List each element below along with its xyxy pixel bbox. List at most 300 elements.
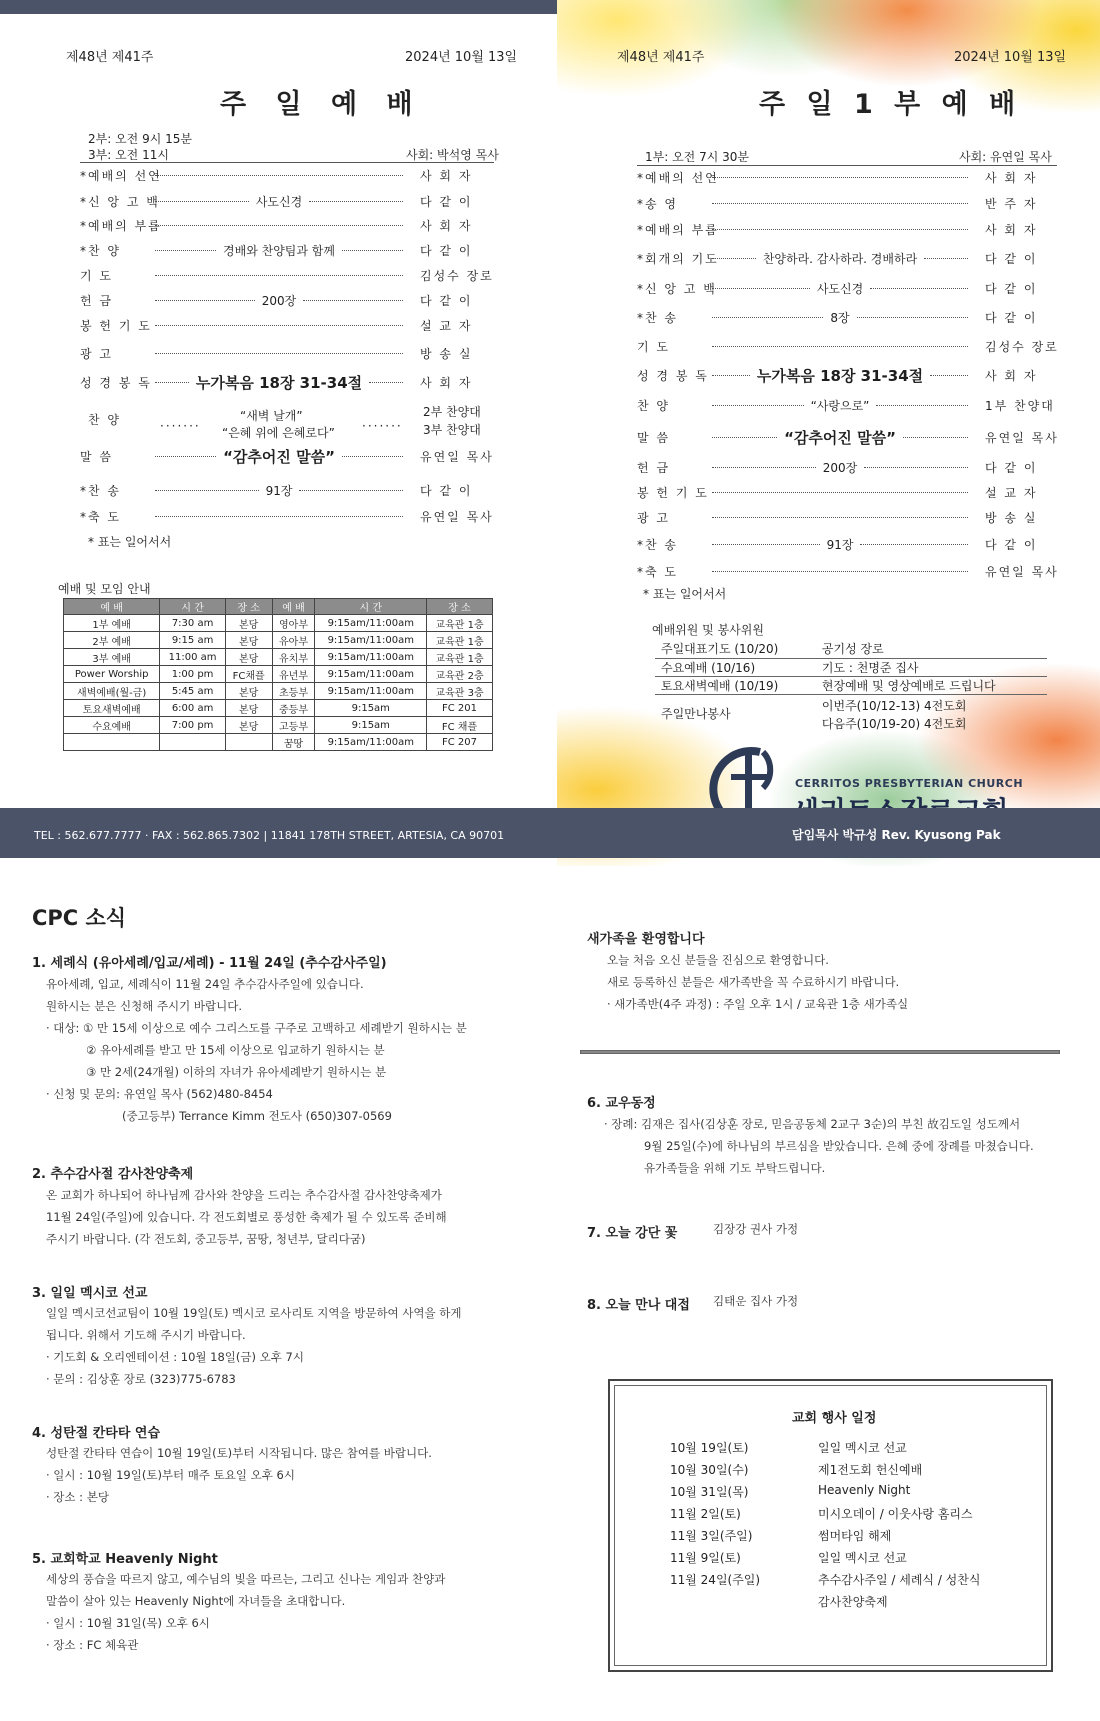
- schedule-cell: 수요예배: [64, 717, 160, 734]
- dotted-leader: [299, 490, 403, 491]
- service-title: 주 일 1 부 예 배: [759, 89, 1022, 120]
- news-section-body: [46, 1442, 432, 1508]
- dotted-leader: [155, 516, 403, 517]
- news-section-body: [46, 973, 467, 1127]
- news-line: 11월 24일(주일)에 있습니다. 각 전도회별로 풍성한 축제가 될 수 있도록 준비해: [46, 1210, 447, 1224]
- event-name: 감사찬양축제: [818, 1595, 888, 1609]
- dotted-leader: [712, 492, 968, 493]
- order-label: *예배의 부름: [80, 218, 162, 233]
- anthem-choir: 2부 찬양대: [423, 405, 481, 419]
- order-leader: 유연일 목사: [420, 509, 494, 524]
- anthem-song: “은혜 위에 은혜로다”: [222, 426, 335, 440]
- schedule-cell: 본당: [225, 717, 272, 734]
- meal-host: 김태운 집사 가정: [713, 1294, 799, 1308]
- order-row: [80, 316, 492, 334]
- news-line: ② 유아세례를 받고 만 15세 이상으로 입교하기 원하시는 분: [86, 1043, 385, 1057]
- event-date: 10월 19일(토): [670, 1441, 749, 1455]
- contact-footer: TEL : 562.677.7777 · FAX : 562.865.7302 | 11841 178TH STREET, ARTESIA, CA 90701: [0, 808, 557, 858]
- dotted-leader: [342, 250, 403, 251]
- order-label: *찬 송: [637, 310, 678, 325]
- order-label: *신 앙 고 백: [637, 281, 717, 296]
- news-line: · 새가족반(4주 과정) : 주일 오후 1시 / 교육관 1층 새가족실: [607, 997, 909, 1011]
- schedule-cell: 5:45 am: [160, 683, 226, 700]
- schedule-cell: 7:00 pm: [160, 717, 226, 734]
- schedule-cell: 본당: [225, 615, 272, 632]
- order-leader: 유연일 목사: [985, 430, 1059, 445]
- order-label: *신 앙 고 백: [80, 194, 160, 209]
- order-leader: 1부 찬양대: [985, 398, 1055, 413]
- logo-english: CERRITOS PRESBYTERIAN CHURCH: [795, 777, 1024, 790]
- standing-note: * 표는 일어서서: [88, 535, 172, 549]
- news-line: 새로 등록하신 분들은 새가족반을 꼭 수료하시기 바랍니다.: [607, 975, 900, 989]
- news-line: · 장소 : FC 체육관: [46, 1638, 139, 1652]
- news-line: · 기도회 & 오리엔테이션 : 10월 18일(금) 오후 7시: [46, 1350, 304, 1364]
- year-week: 제48년 제41주: [617, 50, 705, 65]
- dotted-leader: [155, 325, 403, 326]
- event-name: 제1전도회 헌신예배: [818, 1463, 923, 1477]
- schedule-cell: 초등부: [272, 683, 315, 700]
- dotted-leader: [155, 456, 216, 457]
- anthem-label: 찬 양: [88, 413, 121, 427]
- schedule-cell: 9:15am/11:00am: [315, 734, 427, 751]
- dotted-leader: [712, 203, 968, 204]
- schedule-header: 장 소: [427, 599, 493, 615]
- schedule-cell: 본당: [225, 683, 272, 700]
- news-section-heading: 1. 세례식 (유아세례/입교/세례) - 11월 24일 (추수감사주일): [32, 956, 387, 971]
- volunteer-row: [655, 640, 1047, 658]
- meal-line: 이번주(10/12-13) 4전도회: [821, 698, 967, 713]
- news-section-heading: 3. 일일 멕시코 선교: [32, 1286, 148, 1301]
- event-name: 일일 멕시코 선교: [818, 1551, 907, 1565]
- presider: 사회: 유연일 목사: [959, 150, 1052, 164]
- schedule-cell: 7:30 am: [160, 615, 226, 632]
- volunteer-cell: 수요예배 (10/16): [655, 658, 816, 676]
- news-section-body: [46, 1568, 445, 1656]
- news-line: · 일시 : 10월 19일(토)부터 매주 토요일 오후 6시: [46, 1468, 295, 1482]
- dotted-leader: [155, 300, 255, 301]
- service-time: 3부: 오전 11시: [88, 148, 169, 162]
- volunteer-cell: 토요새벽예배 (10/19): [655, 676, 816, 694]
- order-label: *예배의 선언: [637, 170, 719, 185]
- schedule-cell: 본당: [225, 649, 272, 666]
- dotted-leader: [712, 177, 968, 178]
- dotted-leader: [924, 258, 968, 259]
- order-leader: 다 같 이: [985, 281, 1038, 296]
- news-line: · 장소 : 본당: [46, 1490, 109, 1504]
- top-bar: [0, 0, 557, 14]
- schedule-cell: FC 채플: [427, 717, 493, 734]
- order-row: [80, 373, 492, 391]
- order-detail: 8장: [830, 310, 850, 325]
- dots: ·······: [362, 419, 403, 433]
- order-leader: 사 회 자: [420, 168, 473, 183]
- schedule-cell: 교육관 1층: [427, 615, 493, 632]
- event-date: 11월 9일(토): [670, 1551, 741, 1565]
- news-line: · 신청 및 문의: 유연일 목사 (562)480-8454: [46, 1087, 273, 1101]
- order-row: [80, 447, 492, 465]
- order-label: 헌 금: [80, 293, 113, 308]
- volunteers-title: 예배위원 및 봉사위원: [652, 623, 764, 637]
- order-leader: 다 같 이: [420, 293, 473, 308]
- order-label: 기 도: [80, 268, 113, 283]
- news-line: ③ 만 2세(24개월) 이하의 자녀가 유아세례받기 원하시는 분: [86, 1065, 387, 1079]
- schedule-cell: 9:15am/11:00am: [315, 649, 427, 666]
- schedule-cell: [225, 734, 272, 751]
- order-row: [80, 291, 492, 309]
- schedule-cell: 새벽예배(월-금): [64, 683, 160, 700]
- order-label: 찬 양: [637, 398, 670, 413]
- news-line: 유아세례, 입교, 세례식이 11월 24일 추수감사주일에 있습니다.: [46, 977, 364, 991]
- dotted-leader: [155, 275, 403, 276]
- order-row: [80, 216, 492, 234]
- order-row: [637, 483, 1057, 501]
- news-line: · 문의 : 김상훈 장로 (323)775-6783: [46, 1372, 236, 1386]
- order-detail: “사랑으로”: [810, 398, 870, 413]
- schedule-title: 예배 및 모임 안내: [58, 582, 151, 596]
- schedule-header: 시 간: [315, 599, 427, 615]
- dotted-leader: [712, 317, 823, 318]
- schedule-cell: 6:00 am: [160, 700, 226, 717]
- dotted-leader: [864, 467, 968, 468]
- order-leader: 사 회 자: [420, 218, 473, 233]
- schedule-cell: 9:15am/11:00am: [315, 632, 427, 649]
- order-label: 봉 헌 기 도: [637, 485, 709, 500]
- schedule-cell: 중등부: [272, 700, 315, 717]
- news-line: 일일 멕시코선교팀이 10월 19일(토) 멕시코 로사리토 지역을 방문하여 사역을 하게: [46, 1306, 462, 1320]
- standing-note: * 표는 일어서서: [643, 587, 727, 601]
- news-section-body: [604, 1113, 1034, 1179]
- news-line: 성탄절 칸타타 연습이 10월 19일(토)부터 시작됩니다. 많은 참여를 바랍니다.: [46, 1446, 432, 1460]
- news-section-heading: 새가족을 환영합니다: [587, 932, 705, 947]
- dotted-leader: [712, 346, 968, 347]
- schedule-cell: 9:15 am: [160, 632, 226, 649]
- order-label: *송 영: [637, 196, 678, 211]
- pastor-name: 담임목사 박규성 Rev. Kyusong Pak: [792, 828, 1001, 842]
- schedule-cell: 1:00 pm: [160, 666, 226, 683]
- dotted-leader: [155, 250, 216, 251]
- order-label: *찬 송: [80, 483, 121, 498]
- news-line: (중고등부) Terrance Kimm 전도사 (650)307-0569: [122, 1109, 392, 1123]
- news-line: 오늘 처음 오신 분들을 진심으로 환영합니다.: [607, 953, 829, 967]
- schedule-cell: 11:00 am: [160, 649, 226, 666]
- order-leader: 유연일 목사: [985, 564, 1059, 579]
- schedule-cell: 9:15am: [315, 700, 427, 717]
- schedule-cell: 영아부: [272, 615, 315, 632]
- dotted-leader: [712, 437, 777, 438]
- events-box: [608, 1379, 1053, 1672]
- order-leader: 사 회 자: [420, 375, 473, 390]
- order-detail: 사도신경: [816, 281, 864, 296]
- order-detail: 사도신경: [255, 194, 303, 209]
- volunteer-cell: 공기성 장로: [816, 640, 1047, 658]
- news-section-heading: 5. 교회학교 Heavenly Night: [32, 1552, 218, 1567]
- news-line: 됩니다. 위해서 기도해 주시기 바랍니다.: [46, 1328, 246, 1342]
- section-divider: [580, 1050, 1060, 1054]
- order-label: 봉 헌 기 도: [80, 318, 152, 333]
- news-section-heading: 8. 오늘 만나 대접: [587, 1298, 690, 1313]
- event-name: Heavenly Night: [818, 1483, 911, 1497]
- order-detail: “감추어진 말씀”: [223, 447, 335, 466]
- order-row: [637, 428, 1057, 446]
- dots: ·······: [160, 419, 201, 433]
- news-section-body: [607, 949, 908, 1015]
- schedule-row: [64, 734, 493, 751]
- dotted-leader: [155, 382, 189, 383]
- event-name: 추수감사주일 / 세례식 / 성찬식: [818, 1573, 981, 1587]
- divider: [637, 165, 1057, 166]
- news-section-body: [46, 1302, 462, 1390]
- schedule-cell: 2부 예배: [64, 632, 160, 649]
- schedule-cell: 유치부: [272, 649, 315, 666]
- order-leader: 김성수 장로: [985, 339, 1059, 354]
- schedule-cell: 교육관 1층: [427, 649, 493, 666]
- order-row: [637, 562, 1057, 580]
- order-leader: 방 송 실: [985, 510, 1038, 525]
- news-line: 세상의 풍습을 따르지 않고, 예수님의 빛을 따르는, 그리고 신나는 게임과 찬양과: [46, 1572, 446, 1586]
- order-row: [80, 507, 492, 525]
- news-section-heading: 2. 추수감사절 감사찬양축제: [32, 1167, 194, 1182]
- order-detail: 91장: [826, 537, 854, 552]
- order-leader: 다 같 이: [985, 251, 1038, 266]
- right-panel: [557, 0, 1100, 866]
- order-label: *예배의 선언: [80, 168, 162, 183]
- schedule-cell: 본당: [225, 700, 272, 717]
- event-name: 미시오데이 / 이웃사랑 홈리스: [818, 1507, 973, 1521]
- schedule-row: [64, 666, 493, 683]
- news-line: 주시기 바랍니다. (각 전도회, 중고등부, 꿈땅, 청년부, 달리다굼): [46, 1232, 366, 1246]
- event-date: 10월 30일(수): [670, 1463, 749, 1477]
- news-section-body: [46, 1184, 447, 1250]
- order-row: [637, 535, 1057, 553]
- date: 2024년 10월 13일: [405, 50, 518, 65]
- schedule-header: 예 배: [64, 599, 160, 615]
- dotted-leader: [309, 201, 403, 202]
- order-row: [637, 458, 1057, 476]
- service-time: 2부: 오전 9시 15분: [88, 132, 192, 146]
- volunteer-row: [655, 676, 1047, 694]
- dotted-leader: [155, 225, 403, 226]
- news-line: 9월 25일(수)에 하나님의 부르심을 받았습니다. 은혜 중에 장례를 마쳤습니다.: [644, 1139, 1034, 1153]
- news-section-heading: 7. 오늘 강단 꽃: [587, 1226, 678, 1241]
- event-name: 일일 멕시코 선교: [818, 1441, 907, 1455]
- meal-line: 다음주(10/19-20) 4전도회: [821, 716, 967, 731]
- order-leader: 설 교 자: [985, 485, 1038, 500]
- service-title: 주 일 예 배: [220, 89, 423, 120]
- schedule-cell: FC채플: [225, 666, 272, 683]
- order-detail: 200장: [822, 460, 858, 475]
- order-row: [637, 508, 1057, 526]
- order-row: [637, 249, 1057, 267]
- order-label: 성 경 봉 독: [637, 368, 709, 383]
- order-leader: 사 회 자: [985, 222, 1038, 237]
- event-date: 10월 31일(목): [670, 1485, 749, 1499]
- order-leader: 설 교 자: [420, 318, 473, 333]
- event-name: 썸머타임 해제: [818, 1529, 892, 1543]
- news-title: CPC 소식: [32, 906, 127, 930]
- dotted-leader: [369, 382, 403, 383]
- order-row: [637, 396, 1057, 414]
- schedule-cell: 9:15am/11:00am: [315, 666, 427, 683]
- schedule-table: [63, 598, 493, 751]
- dotted-leader: [712, 571, 968, 572]
- dotted-leader: [712, 288, 810, 289]
- date: 2024년 10월 13일: [954, 50, 1067, 65]
- order-label: *축 도: [637, 564, 678, 579]
- event-date: 11월 2일(토): [670, 1507, 741, 1521]
- schedule-cell: 교육관 2층: [427, 666, 493, 683]
- divider: [80, 162, 494, 163]
- order-leader: 김성수 장로: [420, 268, 494, 283]
- schedule-cell: 본당: [225, 632, 272, 649]
- order-row: [637, 308, 1057, 326]
- news-line: · 대상: ① 만 15세 이상으로 예수 그리스도를 구주로 고백하고 세례받기 원하시는 분: [46, 1021, 467, 1035]
- order-row: [80, 344, 492, 362]
- dotted-leader: [342, 456, 403, 457]
- order-row: [80, 241, 492, 259]
- schedule-row: [64, 615, 493, 632]
- dotted-leader: [155, 490, 259, 491]
- dotted-leader: [712, 544, 820, 545]
- order-label: 기 도: [637, 339, 670, 354]
- dotted-leader: [303, 300, 403, 301]
- dotted-leader: [712, 467, 816, 468]
- schedule-header: 장 소: [225, 599, 272, 615]
- order-leader: 유연일 목사: [420, 449, 494, 464]
- order-label: 말 씀: [80, 449, 113, 464]
- schedule-cell: Power Worship: [64, 666, 160, 683]
- order-row: [80, 481, 492, 499]
- schedule-cell: 9:15am/11:00am: [315, 683, 427, 700]
- order-detail: “감추어진 말씀”: [784, 428, 896, 447]
- schedule-cell: [160, 734, 226, 751]
- order-detail: 경배와 찬양팀과 함께: [223, 243, 335, 258]
- anthem-song: “새벽 날개”: [240, 409, 303, 423]
- order-leader: 반 주 자: [985, 196, 1038, 211]
- order-label: *찬 송: [637, 537, 678, 552]
- order-label: 광 고: [80, 346, 113, 361]
- schedule-cell: 꿈땅: [272, 734, 315, 751]
- order-row: [637, 279, 1057, 297]
- news-line: 온 교회가 하나되어 하나님께 감사와 찬양을 드리는 추수감사절 감사찬양축제가: [46, 1188, 442, 1202]
- left-panel: [0, 0, 557, 866]
- order-detail: 91장: [265, 483, 293, 498]
- order-detail: 찬양하라. 감사하라. 경배하라: [762, 251, 918, 266]
- order-leader: 다 같 이: [985, 460, 1038, 475]
- news-page: [0, 866, 1100, 1721]
- events-title: 교회 행사 일정: [792, 1411, 877, 1426]
- order-row: [80, 192, 492, 210]
- schedule-cell: 교육관 3층: [427, 683, 493, 700]
- order-label: *축 도: [80, 509, 121, 524]
- order-detail: 누가복음 18장 31-34절: [195, 373, 363, 392]
- order-label: *예배의 부름: [637, 222, 719, 237]
- order-row: [637, 366, 1057, 384]
- news-section-heading: 4. 성탄절 칸타타 연습: [32, 1426, 161, 1441]
- order-label: *찬 양: [80, 243, 121, 258]
- schedule-cell: 1부 예배: [64, 615, 160, 632]
- news-line: · 일시 : 10월 31일(목) 오후 6시: [46, 1616, 210, 1630]
- schedule-row: [64, 717, 493, 734]
- news-line: 말씀이 살아 있는 Heavenly Night에 자녀들을 초대합니다.: [46, 1594, 346, 1608]
- dotted-leader: [930, 375, 968, 376]
- dotted-leader: [712, 375, 750, 376]
- schedule-row: [64, 649, 493, 666]
- schedule-row: [64, 632, 493, 649]
- order-row: [80, 166, 492, 184]
- news-line: · 장례: 김재은 집사(김상훈 장로, 믿음공동체 2교구 3순)의 부친 故김도일 성도께서: [604, 1117, 1021, 1131]
- schedule-row: [64, 683, 493, 700]
- order-label: *회개의 기도: [637, 251, 719, 266]
- news-line: 유가족들을 위해 기도 부탁드립니다.: [644, 1161, 826, 1175]
- schedule-cell: FC 207: [427, 734, 493, 751]
- dotted-leader: [870, 288, 968, 289]
- service-time: 1부: 오전 7시 30분: [645, 150, 749, 164]
- order-detail: 200장: [261, 293, 297, 308]
- schedule-cell: 9:15am/11:00am: [315, 615, 427, 632]
- schedule-cell: 고등부: [272, 717, 315, 734]
- news-section-heading: 6. 교우동정: [587, 1096, 656, 1111]
- presider: 사회: 박석영 목사: [406, 148, 499, 162]
- order-leader: 다 같 이: [985, 537, 1038, 552]
- order-detail: 누가복음 18장 31-34절: [756, 366, 924, 385]
- schedule-cell: 교육관 1층: [427, 632, 493, 649]
- order-leader: 다 같 이: [420, 194, 473, 209]
- order-leader: 사 회 자: [985, 170, 1038, 185]
- order-leader: 방 송 실: [420, 346, 473, 361]
- order-row: [637, 220, 1057, 238]
- news-line: 원하시는 분은 신청해 주시기 바랍니다.: [46, 999, 243, 1013]
- schedule-row: [64, 700, 493, 717]
- altar-flowers: 김장강 권사 가정: [713, 1222, 799, 1236]
- order-leader: 다 같 이: [420, 243, 473, 258]
- schedule-cell: 9:15am: [315, 717, 427, 734]
- dotted-leader: [155, 201, 249, 202]
- order-row: [637, 168, 1057, 186]
- dotted-leader: [860, 544, 968, 545]
- meal-label: 주일만나봉사: [661, 707, 731, 721]
- order-label: 말 씀: [637, 430, 670, 445]
- meal-service: [816, 694, 1047, 733]
- order-label: 헌 금: [637, 460, 670, 475]
- volunteer-cell: 주일대표기도 (10/20): [655, 640, 816, 658]
- order-leader: 다 같 이: [985, 310, 1038, 325]
- dotted-leader: [857, 317, 968, 318]
- anthem-choir: 3부 찬양대: [423, 423, 481, 437]
- volunteers-table: [655, 640, 1047, 733]
- events-inner: [614, 1385, 1047, 1666]
- schedule-cell: FC 201: [427, 700, 493, 717]
- event-date: 11월 3일(주일): [670, 1529, 753, 1543]
- order-row: [80, 266, 492, 284]
- schedule-header: 예 배: [272, 599, 315, 615]
- order-leader: 다 같 이: [420, 483, 473, 498]
- event-date: 11월 24일(주일): [670, 1573, 761, 1587]
- schedule-cell: 3부 예배: [64, 649, 160, 666]
- schedule-cell: 토요새벽예배: [64, 700, 160, 717]
- schedule-cell: 유아부: [272, 632, 315, 649]
- volunteer-cell: 기도 : 천명준 집사: [816, 658, 1047, 676]
- order-row: [637, 194, 1057, 212]
- year-week: 제48년 제41주: [66, 50, 154, 65]
- schedule-cell: [64, 734, 160, 751]
- dotted-leader: [712, 517, 968, 518]
- dotted-leader: [712, 405, 804, 406]
- dotted-leader: [155, 175, 403, 176]
- dotted-leader: [876, 405, 968, 406]
- dotted-leader: [903, 437, 968, 438]
- order-label: 광 고: [637, 510, 670, 525]
- volunteer-cell: 현장예배 및 영상예배로 드립니다: [816, 676, 1047, 694]
